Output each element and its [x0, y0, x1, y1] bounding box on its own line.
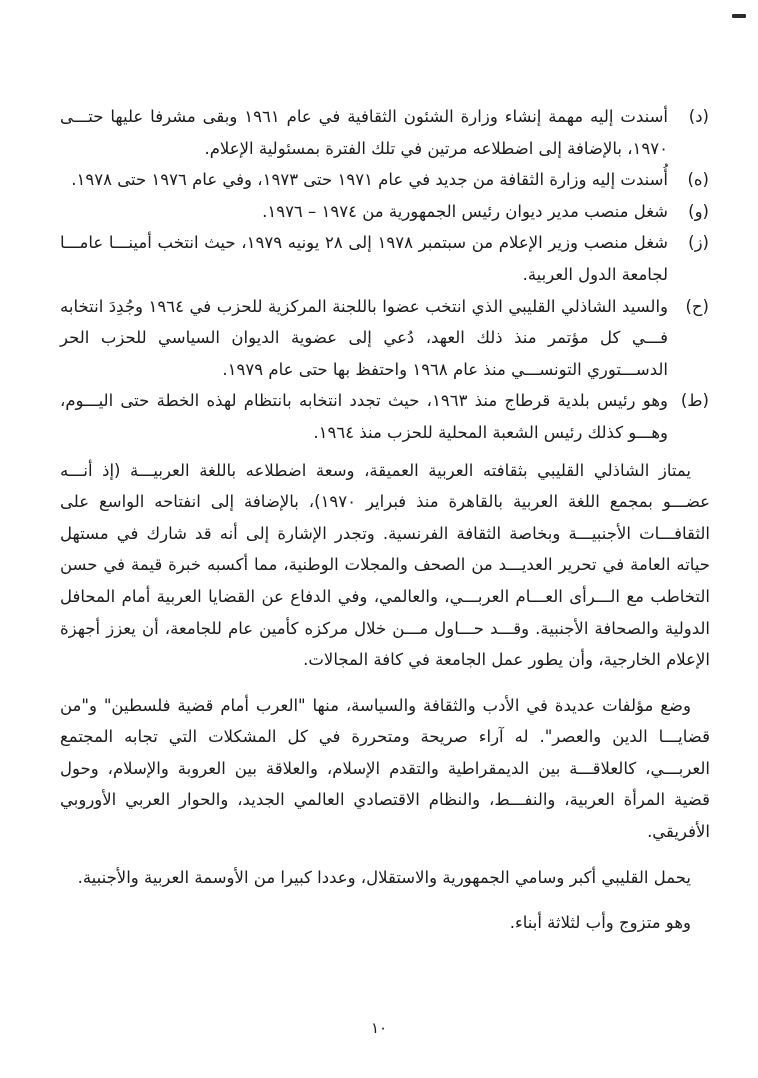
- list-item-marker: (و): [688, 201, 709, 221]
- list-item-marker: (ط): [680, 391, 709, 411]
- page-content: [60, 101, 710, 939]
- list-item-text: أسندت إليه مهمة إنشاء وزارة الشئون الثقافية في عام ١٩٦١ وبقى مشرفا عليها حتـــى ١٩٧٠، بالإضافة إلى اضطلاعه مرتين في تلك الفترة بمسئولية الإعلام.: [60, 107, 668, 158]
- list-item-text: والسيد الشاذلي القليبي الذي انتخب عضوا باللجنة المركزية للحزب في ١٩٦٤ وجُدِدَ انتخابه فـــي كل مؤتمر منذ ذلك العهد، دُعي إلى عضوية الديوان السياسي للحزب الحر الدســـتوري التونســـي منذ عام ١٩٦٨ واحتفظ بها حتى عام ١٩٧٩.: [60, 296, 668, 379]
- page-number: ١٠: [370, 1019, 388, 1037]
- list-item-text: شغل منصب وزير الإعلام من سبتمبر ١٩٧٨ إلى ٢٨ يونيه ١٩٧٩، حيث انتخب أمينـــا عامـــا لجامعة الدول العربية.: [60, 233, 669, 284]
- list-item-marker: (ز): [688, 233, 709, 253]
- list-item-z: [60, 227, 710, 290]
- paragraph-decorations: يحمل القليبي أكبر وسامي الجمهورية والاستقلال، وعددا كبيرا من الأوسمة العربية والأجنبية.: [77, 867, 691, 887]
- paragraph-culture: يمتاز الشاذلي القليبي بثقافته العربية العميقة، وسعة اضطلاعه باللغة العربيـــة (إذ أنـــه عضـــو بمجمع اللغة العربية بالقاهرة منذ فبراير ١٩٧٠)، بالإضافة إلى انفتاحه الواسع على الثقافـــات الأجنبيـــة وبخاصة الثقافة الفرنسية. وتجدر الإشارة إلى أنه قد شارك في مستهل حياته العامة في تحرير العديـــد من الصحف والمجلات الوطنية، مما أكسبه خبرة قيمة في حسن التخاطب مع الـــرأى العـــام العربـــي، والعالمي، وفي الدفاع عن القضايا العربية أمام المحافل الدولية والصحافة الأجنبية. وقـــد حـــاول مـــن خلال مركزه كأمين عام للجامعة، أن يعزز أجهزة الإعلام الخارجية، وأن يطور عمل الجامعة في كافة المجالات.: [60, 460, 710, 670]
- list-item-marker: (ه): [687, 170, 709, 190]
- list-item-w: [60, 196, 710, 228]
- list-item-hh: [60, 291, 710, 386]
- list-item-marker: (د): [688, 107, 709, 126]
- paragraph-writings: وضع مؤلفات عديدة في الأدب والثقافة والسياسة، منها "العرب أمام قضية فلسطين" و"من قضايـــا الدين والعصر". له آراء صريحة ومتحررة في كل المشكلات التي تجابه المجتمع العربـــي، كالعلاقـــة بين الديمقراطية والتقدم الإسلام، والعلاقة بين العروبة والإسلام، وحول قضية المرأة العربية، والنفـــط، والنظام الاقتصادي العالمي الجديد، والحوار العربي الأوروبي الأفريقي.: [60, 695, 710, 842]
- list-item-text: وهو رئيس بلدية قرطاج منذ ١٩٦٣، حيث تجدد انتخابه بانتظام لهذه الخطة حتى اليـــوم، وهـــو كذلك رئيس الشعبة المحلية للحزب منذ ١٩٦٤.: [60, 391, 668, 442]
- list-item-h: [60, 164, 710, 196]
- paragraph-family: وهو متزوج وأب لثلاثة أبناء.: [509, 913, 691, 933]
- list-item-text: أُسندت إليه وزارة الثقافة من جديد في عام ١٩٧١ حتى ١٩٧٣، وفي عام ١٩٧٦ حتى ١٩٧٨.: [71, 170, 668, 190]
- list-item-marker: (ح): [685, 296, 709, 316]
- scan-artifact-dash: [732, 14, 746, 18]
- list-item-t: [60, 385, 710, 448]
- lettered-list: [60, 101, 710, 449]
- list-item-d: [60, 101, 710, 164]
- list-item-text: شغل منصب مدير ديوان رئيس الجمهورية من ١٩٧٤ – ١٩٧٦.: [262, 201, 668, 221]
